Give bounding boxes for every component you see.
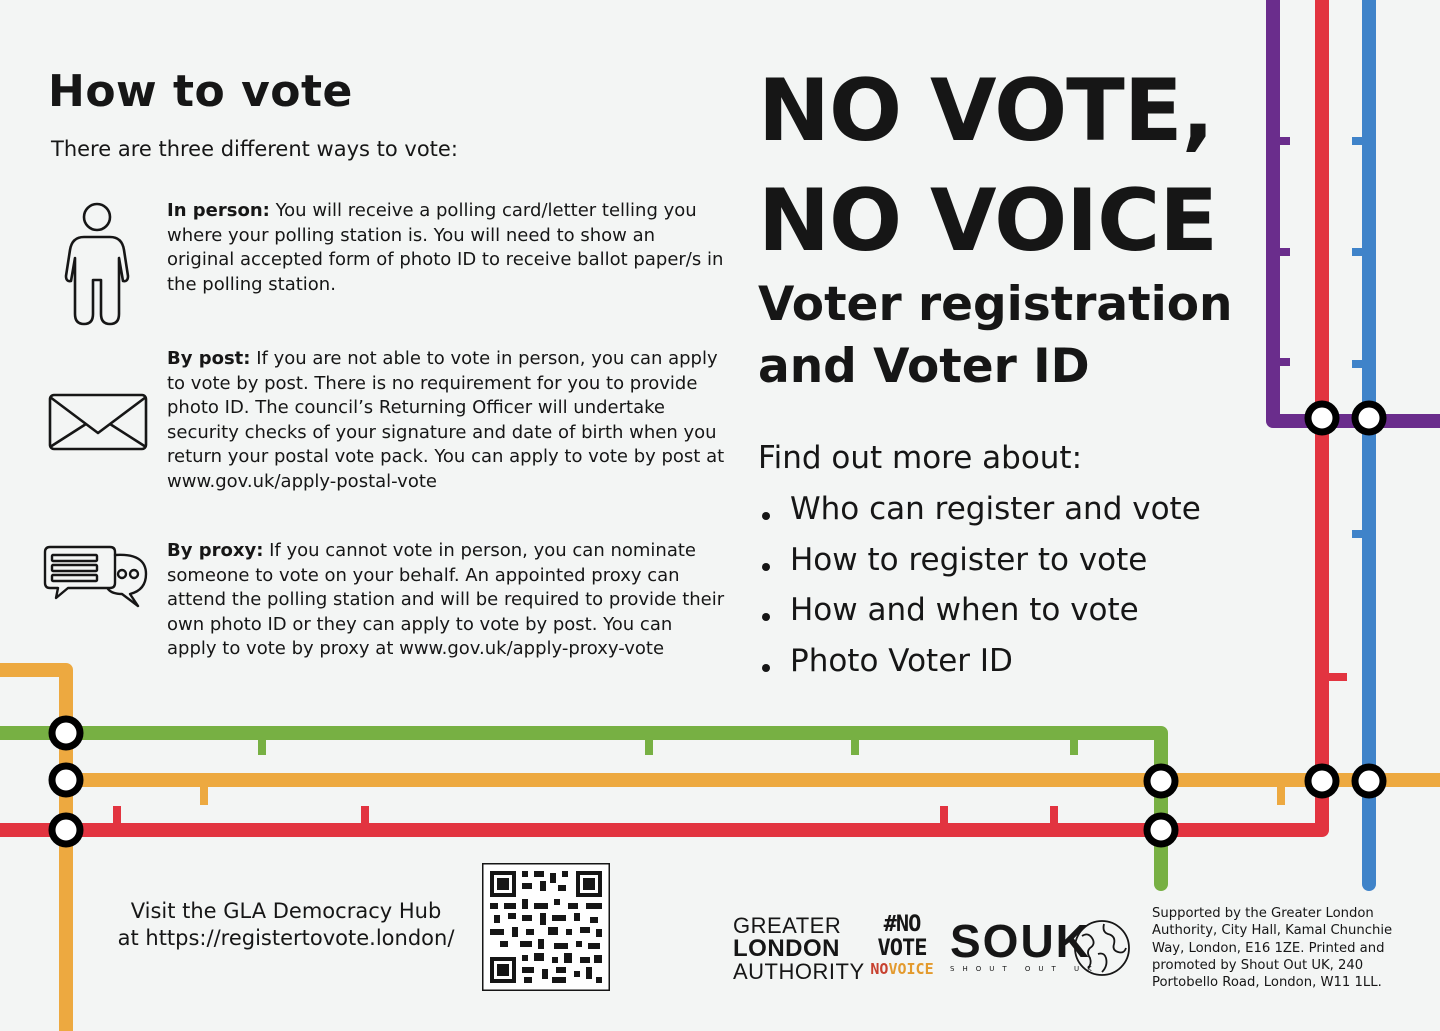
campaign-logo-line: VOTE: [877, 936, 927, 961]
method-label: By post:: [167, 348, 251, 369]
globe-icon: [1072, 918, 1132, 978]
bullet-icon: [762, 563, 770, 571]
bullet-icon: [762, 664, 770, 672]
station-marker: [52, 766, 80, 794]
topics-list: [758, 488, 1201, 690]
method-label: By proxy:: [167, 540, 264, 561]
station-marker: [1355, 767, 1383, 795]
method-label: In person:: [167, 200, 270, 221]
list-item: [758, 640, 1201, 691]
gla-logo-line: AUTHORITY: [733, 959, 865, 984]
list-item-label: How and when to vote: [790, 592, 1139, 628]
method-in-person: [167, 199, 727, 297]
campaign-logo-voice: VOICE: [888, 960, 934, 978]
campaign-logo-line: [868, 962, 936, 977]
list-item-label: Photo Voter ID: [790, 642, 1013, 679]
orange-line-ticks: [204, 787, 1281, 805]
method-description: You will receive a polling card/letter telling you where your polling station is. You will need to show an original accepted form of photo ID to receive ballot paper/s in the polling station.: [167, 200, 724, 295]
subtitle-line-1: Voter registration: [758, 277, 1233, 332]
souk-tagline: SHOUT OUT UK: [950, 965, 1100, 973]
station-marker: [52, 816, 80, 844]
subtitle-line-2: and Voter ID: [758, 339, 1090, 394]
station-marker: [1355, 404, 1383, 432]
imprint-text: Supported by the Greater London Authority, City Hall, Kamal Chunchie Way, London, E16 1ZE. Printed and promoted by Shout Out UK, 240 Portobello Road, London, W11 1LL.: [1152, 906, 1393, 991]
no-vote-no-voice-logo: [868, 914, 936, 977]
station-marker: [1308, 404, 1336, 432]
station-marker: [52, 719, 80, 747]
hub-line-1: Visit the GLA Democracy Hub: [130, 899, 442, 923]
intro-text: There are three different ways to vote:: [51, 137, 458, 161]
title-line-2: NO VOICE: [758, 171, 1218, 271]
green-line: [0, 733, 1161, 884]
method-by-proxy: [167, 539, 727, 662]
gla-logo-line: LONDON: [733, 935, 840, 962]
qr-code-icon[interactable]: [482, 863, 610, 991]
method-description: If you cannot vote in person, you can nominate someone to vote on your behalf. An appointed proxy can attend the polling station and will be required to provide their own photo ID or they can apply to vote by post. You can apply to vote by proxy at www.gov.uk/apply-proxy-vote: [167, 540, 725, 659]
hub-link[interactable]: at https://registertovote.london/: [117, 926, 455, 950]
list-item: [758, 488, 1201, 539]
method-description: If you are not able to vote in person, you can apply to vote by post. There is no requirement for you to provide photo ID. The council’s Returning Officer will undertake security checks of your signature and date of birth when you return your postal vote pack. You can apply to vote by post at www.gov.uk/apply-postal-vote: [167, 348, 725, 492]
station-marker: [1308, 767, 1336, 795]
person-icon: [64, 202, 130, 327]
bullet-icon: [762, 613, 770, 621]
list-item-label: Who can register and vote: [790, 491, 1201, 527]
campaign-logo-line: #NO: [883, 912, 921, 937]
envelope-icon: [48, 393, 148, 451]
gla-logo-line: GREATER: [733, 913, 842, 938]
speech-bubbles-icon: [42, 544, 150, 610]
list-item-label: How to register to vote: [790, 541, 1148, 578]
souk-logo-word: SOUK: [950, 915, 1091, 967]
list-item: [758, 539, 1201, 590]
campaign-logo-no: NO: [870, 960, 889, 978]
gla-logo: [733, 915, 865, 983]
democracy-hub-text: [96, 898, 476, 952]
find-out-more-heading: Find out more about:: [758, 440, 1083, 476]
method-by-post: [167, 347, 727, 494]
title-line-1: NO VOTE,: [758, 61, 1214, 161]
how-to-vote-heading: How to vote: [48, 66, 353, 117]
purple-line: [1273, 0, 1440, 421]
station-marker: [1147, 816, 1175, 844]
list-item: [758, 589, 1201, 640]
bullet-icon: [762, 512, 770, 520]
green-line-ticks: [262, 740, 1074, 755]
station-marker: [1147, 767, 1175, 795]
